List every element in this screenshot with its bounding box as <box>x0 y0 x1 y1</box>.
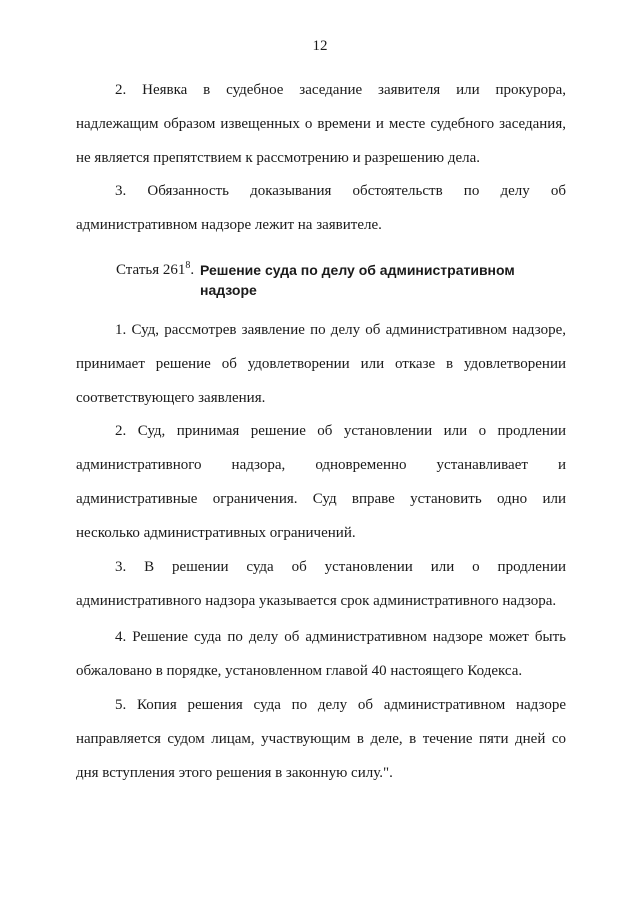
article-heading <box>116 260 556 300</box>
paragraph-non-appearance <box>76 73 566 175</box>
paragraph-burden-of-proof <box>76 174 566 242</box>
paragraph-line: 4. Решение суда по делу об административном надзоре может быть <box>115 629 566 645</box>
paragraph-line: 3. В решении суда об установлении или о продлении <box>115 559 566 575</box>
paragraph-line: административные ограничения. Суд вправе установить одно или <box>76 491 566 507</box>
paragraph-line: 2. Суд, принимая решение об установлении или о продлении <box>115 423 566 439</box>
paragraph-copy-of-decision <box>76 688 566 790</box>
paragraph-line: 2. Неявка в судебное заседание заявителя или прокурора, <box>115 82 566 98</box>
paragraph-line: направляется судом лицам, участвующим в деле, в течение пяти дней со <box>76 731 566 747</box>
paragraph-line: несколько административных ограничений. <box>76 525 356 541</box>
article-label: Статья $261^8$. <box>116 260 195 278</box>
paragraph-line: 3. Обязанность доказывания обстоятельств по делу об <box>115 183 566 199</box>
article-title: Решение суда по делу об административном надзоре <box>200 262 515 298</box>
paragraph-line: надлежащим образом извещенных о времени и месте судебного заседания, <box>76 116 566 132</box>
paragraph-line: обжаловано в порядке, установленном главой 40 настоящего Кодекса. <box>76 663 523 679</box>
paragraph-line: 5. Копия решения суда по делу об административном надзоре <box>115 697 566 713</box>
paragraph-line: соответствующего заявления. <box>76 390 266 406</box>
paragraph-line: административного надзора указывается срок административного надзора. <box>76 593 557 609</box>
paragraph-line: не является препятствием к рассмотрению и разрешению дела. <box>76 150 481 166</box>
paragraph-line: дня вступления этого решения в законную силу.". <box>76 765 393 781</box>
paragraph-appeal <box>76 620 566 688</box>
paragraph-line: 1. Суд, рассмотрев заявление по делу об административном надзоре, <box>115 322 566 338</box>
paragraph-court-decision <box>76 313 566 415</box>
paragraph-restrictions <box>76 414 566 550</box>
paragraph-term <box>76 550 566 618</box>
paragraph-line: административного надзора, одновременно устанавливает и <box>76 457 566 473</box>
paragraph-line: принимает решение об удовлетворении или отказе в удовлетворении <box>76 356 566 372</box>
article-label-superscript: 8 <box>185 260 191 271</box>
page-number: 12 <box>312 38 328 54</box>
paragraph-line: административном надзоре лежит на заявителе. <box>76 217 382 233</box>
